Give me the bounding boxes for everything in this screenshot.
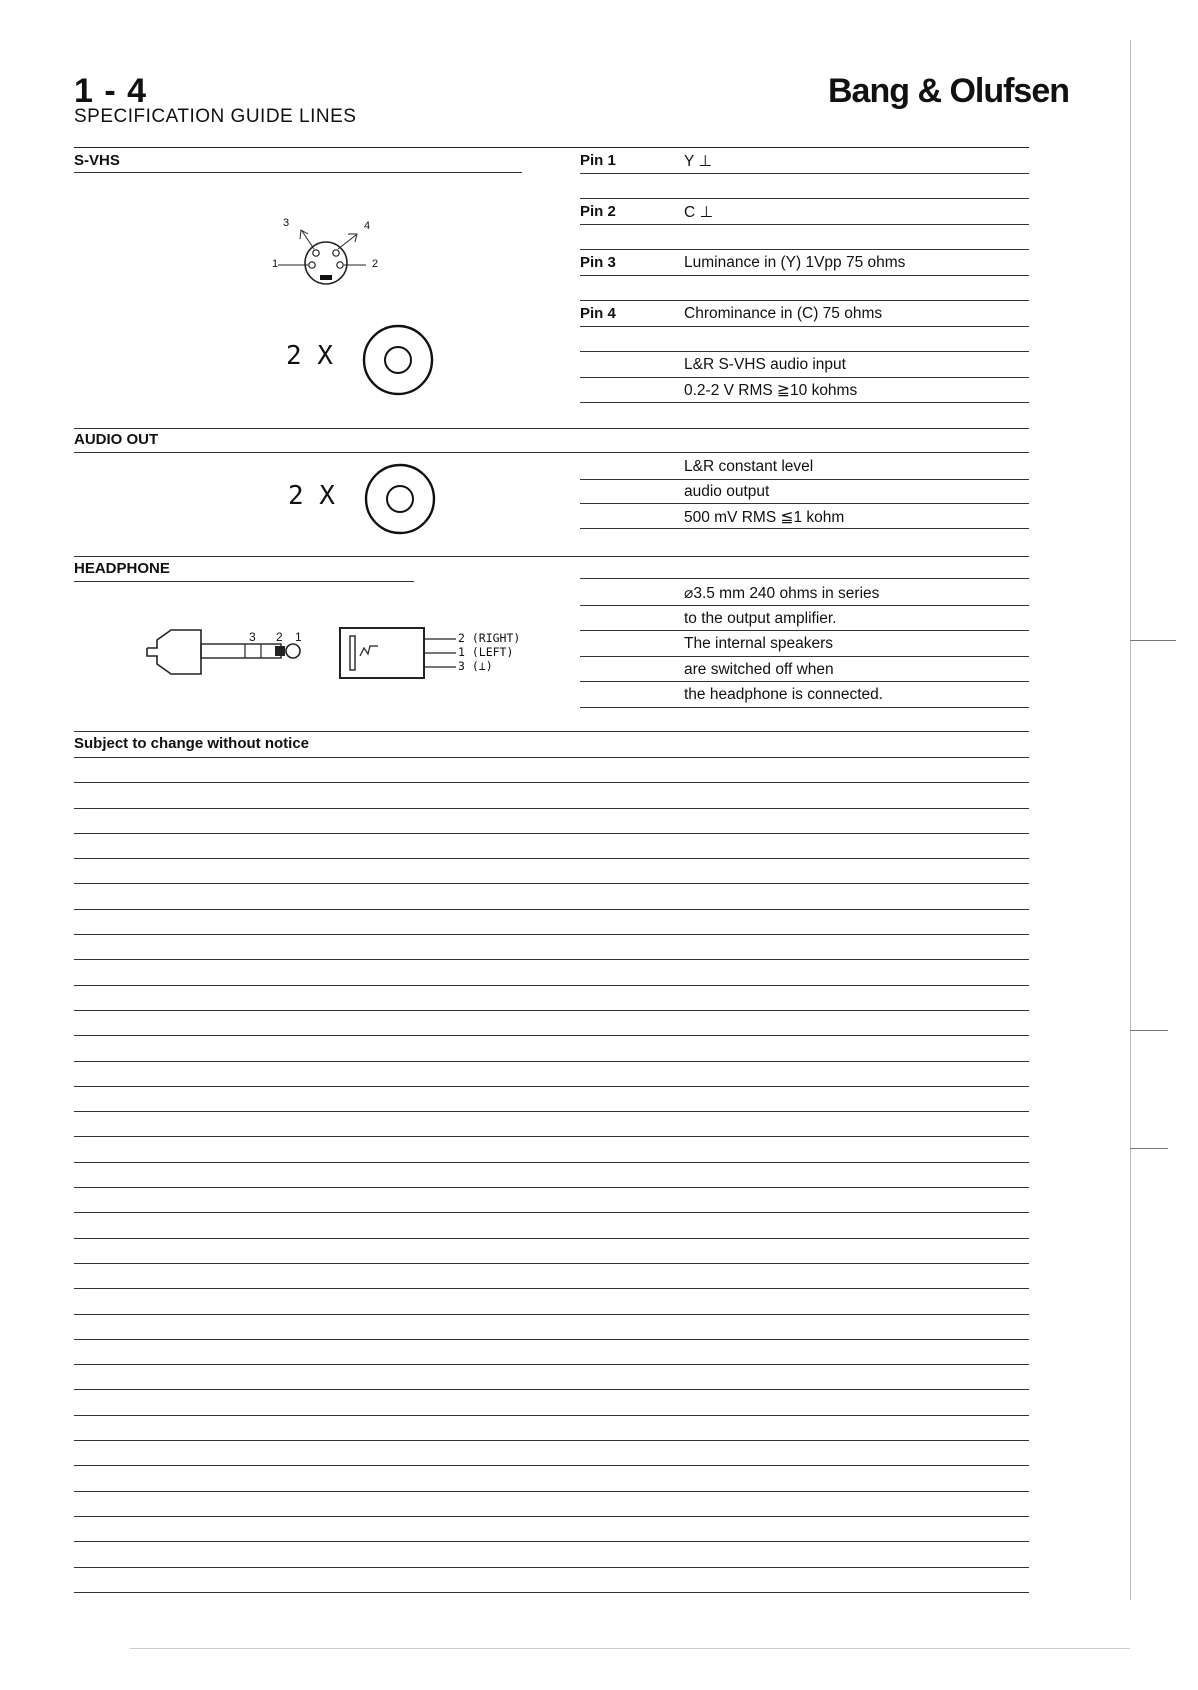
ruled-line: [74, 1212, 1029, 1213]
headphone-line-3: The internal speakers: [684, 635, 834, 652]
audio-out-rule-3: [580, 528, 1029, 529]
spacer-rule-2: [580, 249, 1029, 250]
pin1-rule: [580, 173, 1029, 174]
ruled-line: [74, 934, 1029, 935]
ruled-line: [74, 1415, 1029, 1416]
ruled-line: [74, 858, 1029, 859]
ruled-line: [74, 1339, 1029, 1340]
svhs-pin-number-2: 2: [372, 258, 379, 270]
margin-tick-mark: [1130, 1030, 1168, 1031]
ruled-line: [74, 1567, 1029, 1568]
pin1-label: Pin 1: [580, 152, 616, 169]
audio-out-rca-jack-icon: [362, 461, 438, 537]
ruled-line: [74, 808, 1029, 809]
plug-pin-1: 1: [295, 630, 302, 644]
pin4-label: Pin 4: [580, 305, 616, 322]
ruled-line: [74, 1136, 1029, 1137]
spacer-rule-1: [580, 198, 1029, 199]
page-subtitle: SPECIFICATION GUIDE LINES: [74, 106, 357, 127]
ruled-line: [74, 1592, 1029, 1593]
ruled-line: [74, 833, 1029, 834]
jack-label-right: 2 (RIGHT): [458, 631, 521, 645]
plug-pin-2: 2: [276, 630, 283, 644]
ruled-line: [74, 909, 1029, 910]
headphone-line-2: to the output amplifier.: [684, 610, 837, 627]
margin-tick-mark: [1130, 640, 1176, 641]
ruled-line: [74, 782, 1029, 783]
footer-note: Subject to change without notice: [74, 735, 310, 752]
ruled-line: [74, 1162, 1029, 1163]
headphone-rule-4: [580, 681, 1029, 682]
headphone-jack-drawing: [338, 626, 458, 682]
page-number: 1 - 4: [74, 72, 148, 110]
pin3-label: Pin 3: [580, 254, 616, 271]
section-label-audio-out: AUDIO OUT: [74, 431, 159, 448]
audio-out-line-1: L&R constant level: [684, 458, 814, 475]
plug-pin-3: 3: [249, 630, 256, 644]
jack-label-left: 1 (LEFT): [458, 645, 514, 659]
spacer-rule-4: [580, 351, 1029, 352]
pin2-desc: C ⊥: [684, 204, 714, 221]
ruled-line: [74, 1364, 1029, 1365]
audio-out-label-rule: [74, 452, 1029, 453]
svhs-pin-number-1: 1: [272, 258, 279, 270]
audio-out-rule-2: [580, 503, 1029, 504]
ruled-line: [74, 1238, 1029, 1239]
pin2-label: Pin 2: [580, 203, 616, 220]
headphone-section-end-rule: [74, 731, 1029, 732]
brand-logo: Bang & Olufsen: [828, 72, 1070, 110]
bottom-edge-line: [130, 1648, 1130, 1649]
ruled-line: [74, 1061, 1029, 1062]
headphone-line-5: the headphone is connected.: [684, 686, 884, 703]
margin-tick-mark: [1130, 1148, 1168, 1149]
audio-out-multiplier: 2 X: [288, 481, 335, 511]
audio-out-section-end-rule: [74, 556, 1029, 557]
pin3-rule: [580, 275, 1029, 276]
svhs-audio-line-1: L&R S-VHS audio input: [684, 356, 846, 373]
margin-edge-line: [1130, 40, 1131, 1600]
svhs-audio-rule-2: [580, 402, 1029, 403]
pin4-rule: [580, 326, 1029, 327]
svhs-multiplier: 2 X: [286, 341, 333, 371]
ruled-line: [74, 1288, 1029, 1289]
ruled-line: [74, 1491, 1029, 1492]
audio-out-line-3: 500 mV RMS ≦1 kohm: [684, 509, 845, 526]
headphone-label-rule: [74, 581, 414, 582]
ruled-line: [74, 1111, 1029, 1112]
headphone-rule-3: [580, 656, 1029, 657]
ruled-line: [74, 1263, 1029, 1264]
ruled-line: [74, 883, 1029, 884]
headphone-top-rule: [580, 578, 1029, 579]
ruled-line: [74, 1516, 1029, 1517]
ruled-line: [74, 1541, 1029, 1542]
svhs-section-end-rule: [74, 428, 1029, 429]
pin1-desc: Y ⊥: [684, 153, 712, 170]
header-rule: [74, 147, 1029, 148]
headphone-plug-drawing: [145, 622, 315, 682]
ruled-line: [74, 1035, 1029, 1036]
svhs-rca-jack-icon: [360, 322, 436, 398]
svhs-pin-number-3: 3: [283, 217, 290, 229]
audio-out-line-2: audio output: [684, 483, 770, 500]
headphone-rule-2: [580, 630, 1029, 631]
ruled-line: [74, 1314, 1029, 1315]
jack-label-ground: 3 (⊥): [458, 659, 493, 673]
audio-out-rule-1: [580, 479, 1029, 480]
ruled-line: [74, 1086, 1029, 1087]
ruled-line: [74, 1187, 1029, 1188]
headphone-line-1: ⌀3.5 mm 240 ohms in series: [684, 585, 880, 602]
headphone-rule-5: [580, 707, 1029, 708]
section-label-svhs: S-VHS: [74, 152, 120, 169]
section-label-headphone: HEADPHONE: [74, 560, 170, 577]
headphone-rule-1: [580, 605, 1029, 606]
svhs-label-rule: [74, 172, 522, 173]
ruled-line: [74, 757, 1029, 758]
headphone-line-4: are switched off when: [684, 661, 834, 678]
pin4-desc: Chrominance in (C) 75 ohms: [684, 305, 883, 322]
pin2-rule: [580, 224, 1029, 225]
pin3-desc: Luminance in (Y) 1Vpp 75 ohms: [684, 254, 906, 271]
ruled-line: [74, 1389, 1029, 1390]
svhs-pin-number-4: 4: [364, 220, 371, 232]
ruled-line: [74, 1010, 1029, 1011]
svhs-audio-line-2: 0.2-2 V RMS ≧10 kohms: [684, 382, 858, 399]
svhs-audio-rule-1: [580, 377, 1029, 378]
ruled-line: [74, 959, 1029, 960]
ruled-line: [74, 1440, 1029, 1441]
spacer-rule-3: [580, 300, 1029, 301]
ruled-line: [74, 985, 1029, 986]
ruled-line: [74, 1465, 1029, 1466]
